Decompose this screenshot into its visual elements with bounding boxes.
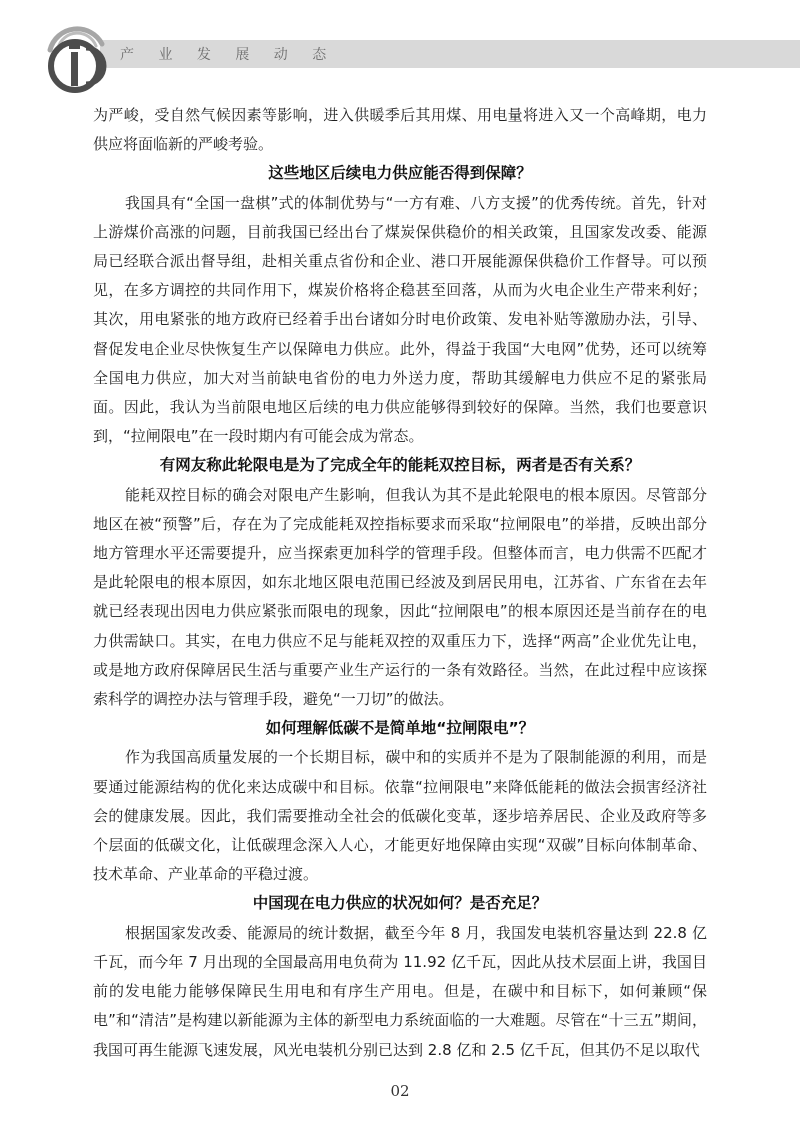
- section-paragraph: 作为我国高质量发展的一个长期目标，碳中和的实质并不是为了限制能源的利用，而是要通过能源结构的优化来达成碳中和目标。依靠“拉闸限电”来降低能耗的做法会损害经济社会的健康发展。因此，我们需要推动全社会的低碳化变革，逐步培养居民、企业及政府等多个层面的低碳文化，让低碳理念深入人心，才能更好地保障由实现“双碳”目标向体制革命、技术革命、产业革命的平稳过渡。: [93, 748, 707, 884]
- logo-icon: [38, 14, 112, 94]
- article-body: [93, 101, 707, 1065]
- page-number: 02: [390, 1082, 410, 1100]
- section-heading: 这些地区后续电力供应能否得到保障？: [268, 164, 532, 183]
- section-heading: 中国现在电力供应的状况如何？是否充足？: [252, 894, 548, 913]
- header-title: 产 业 发 展 动 态: [120, 47, 337, 63]
- section-heading: 有网友称此轮限电是为了完成全年的能耗双控目标，两者是否有关系？: [159, 456, 641, 475]
- intro-paragraph: 为严峻，受自然气候因素等影响，进入供暖季后其用煤、用电量将进入又一个高峰期，电力供应将面临新的严峻考验。: [93, 106, 707, 154]
- section-paragraph: 能耗双控目标的确会对限电产生影响，但我认为其不是此轮限电的根本原因。尽管部分地区在被“预警”后，存在为了完成能耗双控指标要求而采取“拉闸限电”的举措，反映出部分地方管理水平还需要提升，应当探索更加科学的管理手段。但整体而言，电力供需不匹配才是此轮限电的根本原因，如东北地区限电范围已经波及到居民用电，江苏省、广东省在去年就已经表现出因电力供应紧张而限电的现象，因此“拉闸限电”的根本原因还是当前存在的电力供需缺口。其实，在电力供应不足与能耗双控的双重压力下，选择“两高”企业优先让电，或是地方政府保障居民生活与重要产业生产运行的一条有效路径。当然，在此过程中应该探索科学的调控办法与管理手段，避免“一刀切”的做法。: [93, 485, 707, 709]
- section-paragraph: 根据国家发改委、能源局的统计数据，截至今年 8 月，我国发电装机容量达到 22.8 亿千瓦，而今年 7 月出现的全国最高用电负荷为 11.92 亿千瓦，因此从技术层面上讲，我国目前的发电能力能够保障民生用电和有序生产用电。但是，在碳中和目标下，如何兼顾“保电”和“清洁”是构建以新能源为主体的新型电力系统面临的一大难题。尽管在“十三五”期间，我国可再生能源飞速发展，风光电装机分别已达到 2.8 亿和 2.5 亿千瓦，但其仍不足以取代: [93, 923, 707, 1059]
- section-heading: 如何理解低碳不是简单地“拉闸限电”？: [265, 719, 535, 738]
- section-paragraph: 我国具有“全国一盘棋”式的体制优势与“一方有难、八方支援”的优秀传统。首先，针对上游煤价高涨的问题，目前我国已经出台了煤炭保供稳价的相关政策，且国家发改委、能源局已经联合派出督导组，赴相关重点省份和企业、港口开展能源保供稳价工作督导。可以预见，在多方调控的共同作用下，煤炭价格将企稳甚至回落，从而为火电企业生产带来利好；其次，用电紧张的地方政府已经着手出台诸如分时电价政策、发电补贴等激励办法，引导、督促发电企业尽快恢复生产以保障电力供应。此外，得益于我国“大电网”优势，还可以统筹全国电力供应，加大对当前缺电省份的电力外送力度，帮助其缓解电力供应不足的紧张局面。因此，我认为当前限电地区后续的电力供应能够得到较好的保障。当然，我们也要意识到，“拉闸限电”在一段时期内有可能会成为常态。: [93, 193, 707, 446]
